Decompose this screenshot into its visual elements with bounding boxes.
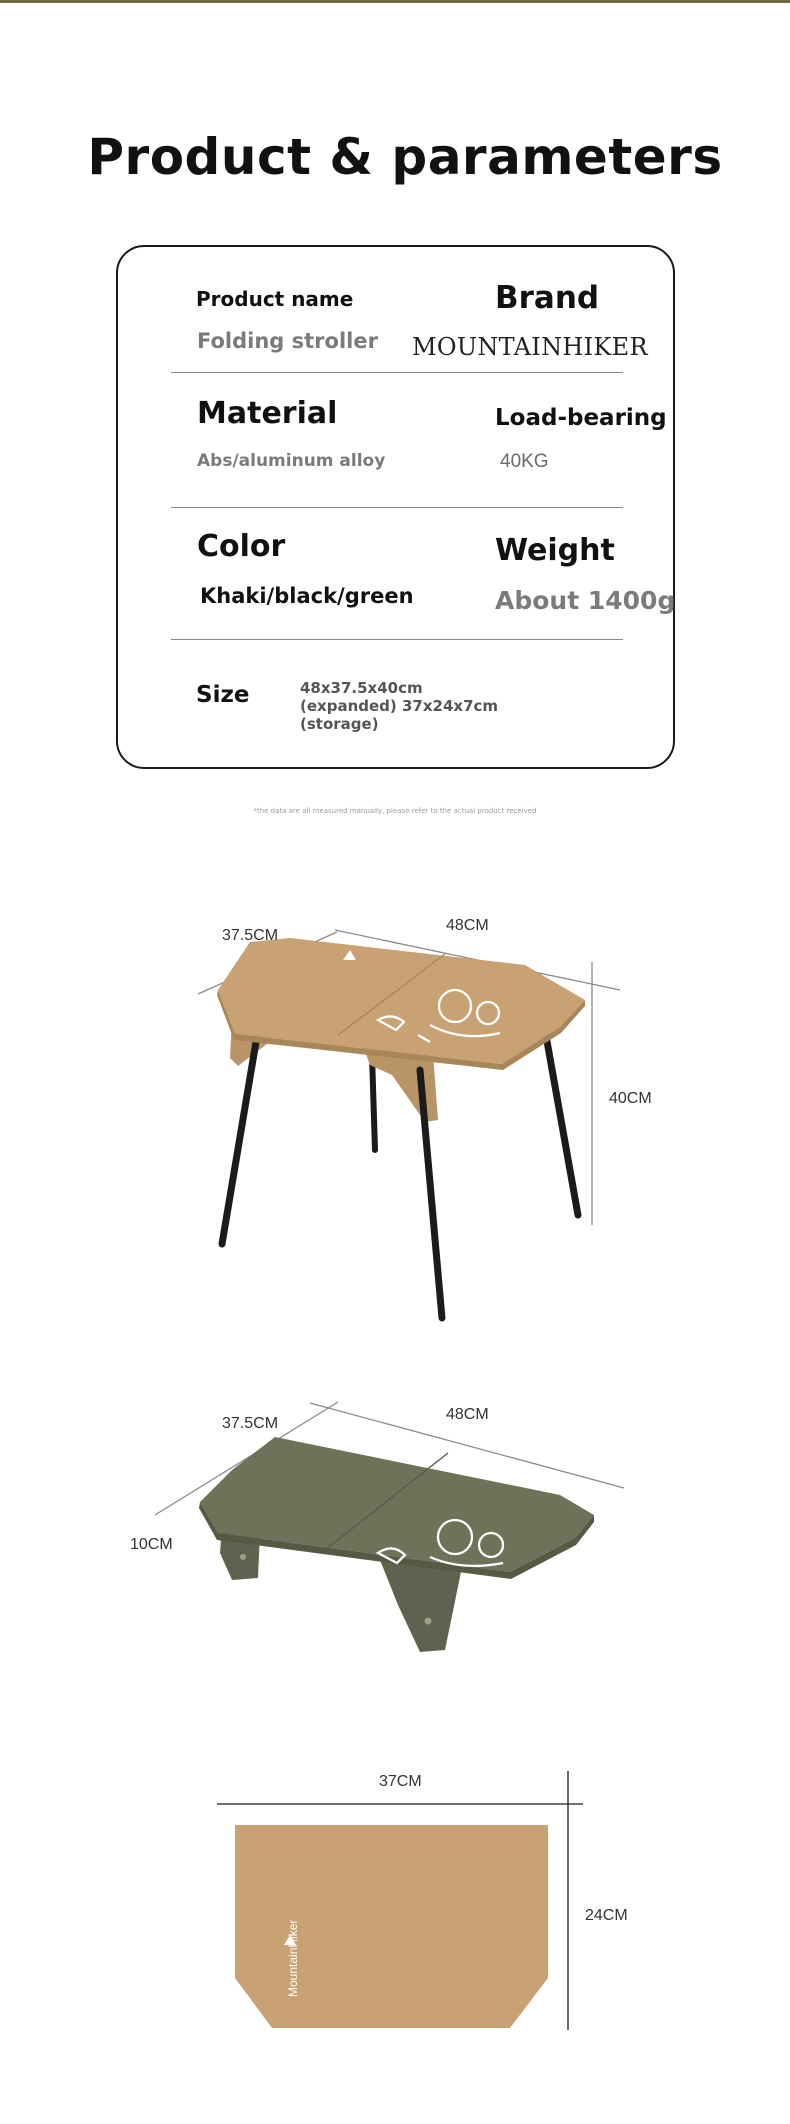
right-bracket: [380, 1560, 462, 1652]
mountain-logo-icon: [343, 1427, 358, 1437]
divider-1: [171, 372, 623, 373]
parameters-card: [116, 245, 675, 769]
load-bearing-label: Load-bearing: [495, 405, 667, 431]
back-leg-right: [545, 1030, 578, 1215]
material-value: Abs/aluminum alloy: [197, 451, 386, 471]
bracket-hole: [425, 1618, 432, 1625]
khaki-table-figure: [0, 870, 790, 1330]
folded-logo-text: MountainHiker: [286, 1919, 300, 1997]
folded-table-figure: [0, 1765, 790, 2045]
folded-length-label: 37CM: [379, 1773, 422, 1790]
bracket-hole: [240, 1554, 246, 1560]
green-height-label: 10CM: [130, 1536, 173, 1553]
size-value-line-1: 48x37.5x40cm: [300, 679, 423, 697]
khaki-width-label: 37.5CM: [222, 927, 279, 944]
green-length-label: 48CM: [446, 1406, 489, 1423]
product-name-value: Folding stroller: [197, 329, 378, 353]
product-name-label: Product name: [196, 287, 354, 311]
khaki-height-label: 40CM: [609, 1090, 652, 1107]
weight-label: Weight: [495, 533, 615, 568]
divider-3: [171, 639, 623, 640]
weight-value: About 1400g: [495, 586, 676, 615]
material-label: Material: [197, 396, 338, 431]
page-title: Product & parameters: [87, 128, 723, 186]
divider-2: [171, 507, 623, 508]
size-label: Size: [196, 682, 250, 708]
green-width-label: 37.5CM: [222, 1415, 279, 1432]
load-bearing-value: 40KG: [500, 451, 549, 472]
brand-value: MOUNTAINHIKER: [412, 333, 648, 361]
top-strip: [0, 0, 790, 3]
size-value-line-3: (storage): [300, 715, 379, 733]
folded-table-panel: [235, 1825, 548, 2028]
color-label: Color: [197, 529, 286, 564]
size-value-line-2: (expanded) 37x24x7cm: [300, 697, 499, 715]
khaki-length-label: 48CM: [446, 917, 489, 934]
back-leg-left: [372, 1055, 375, 1150]
measurement-note: *the data are all measured manually, please refer to the actual product received: [253, 807, 537, 815]
color-value: Khaki/black/green: [200, 584, 414, 608]
brand-label: Brand: [495, 280, 600, 316]
green-table-figure: [0, 1375, 790, 1665]
folded-width-label: 24CM: [585, 1907, 628, 1924]
table-top: [218, 938, 585, 1064]
